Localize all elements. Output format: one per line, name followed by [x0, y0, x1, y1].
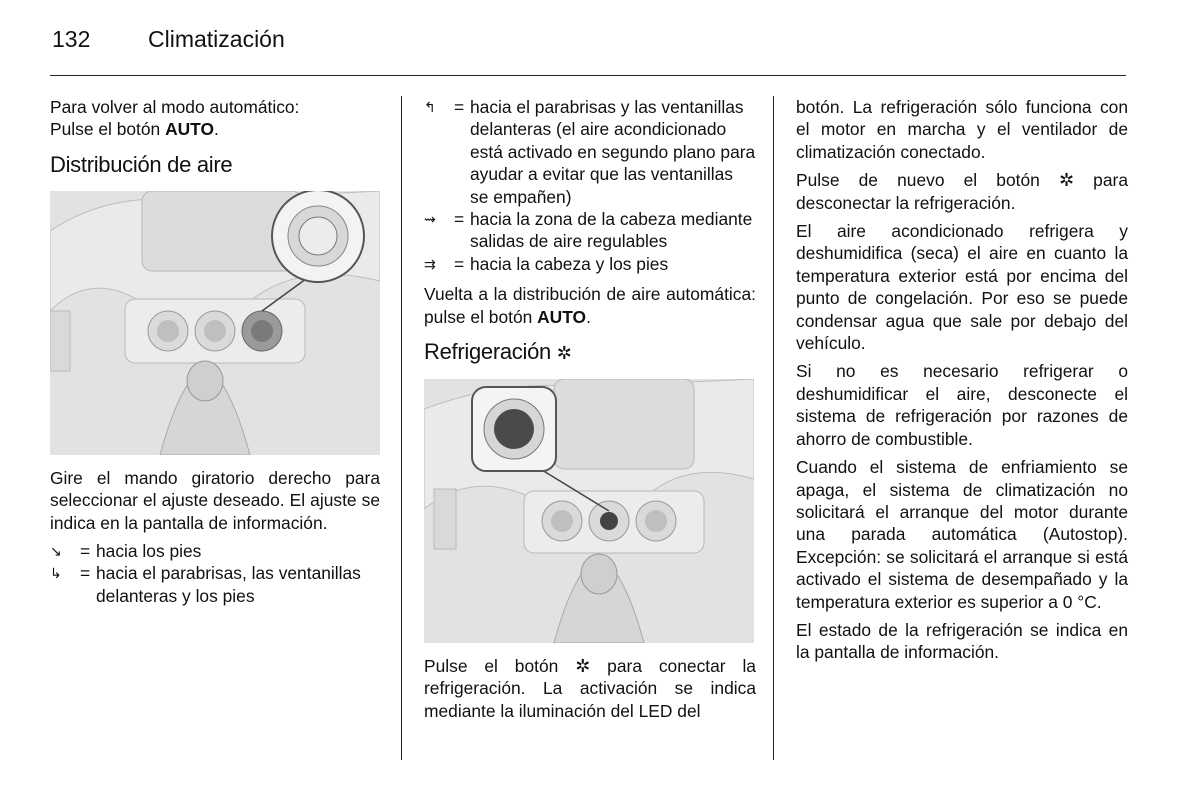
p2-text-b: para desconectar la refrigeración. [796, 170, 1128, 213]
snowflake-icon: ✲ [1058, 170, 1075, 191]
auto-button-label: AUTO [537, 306, 587, 327]
column-divider-1 [401, 96, 402, 760]
cooling-paragraph-1: botón. La refrigeración sólo funciona con el motor en marcha y el ventilador de climatización conectado. [796, 97, 1128, 162]
return-auto-paragraph [424, 283, 756, 328]
column-2 [424, 96, 756, 728]
list-item [424, 253, 756, 275]
air-distribution-heading: Distribución de aire [50, 151, 233, 177]
return-end: . [586, 306, 591, 327]
equals-sign: = [454, 209, 465, 230]
list-item [50, 540, 380, 562]
cooling-paragraph-4: Si no es necesario refrigerar o deshumidificar el aire, desconecte el sistema de refrigeración por razones de ahorro de combustible. [796, 361, 1128, 449]
cooling-paragraph-3: El aire acondicionado refrigera y deshumidifica (seca) el aire en cuanto la temperatura exterior está por encima del punto de congelación. Por eso se puede condensar agua que sale por debajo del vehículo. [796, 221, 1128, 354]
auto-line-2: Pulse el botón [50, 119, 166, 140]
page-header [52, 24, 285, 54]
column-1 [50, 96, 380, 615]
column-3 [796, 96, 1128, 670]
cooling-paragraph-5: Cuando el sistema de enfriamiento se apaga, el sistema de climatización no solicitará el arranque del motor durante una parada automática (Autostop). Excepción: se solicitará el arranque si está activado el sistema de desempañado y la temperatura exterior es superior a 0 °C. [796, 457, 1128, 612]
page-number: 132 [52, 26, 91, 52]
equals-sign: = [454, 253, 465, 274]
head-feet-icon: ⇉ [424, 255, 436, 272]
rotary-paragraph: Gire el mando giratorio derecho para seleccionar el ajuste deseado. El ajuste se indica en la pantalla de información. [50, 467, 380, 533]
list-item [424, 96, 756, 208]
air-distribution-list-2 [424, 96, 756, 275]
list-item-text: hacia la cabeza y los pies [470, 253, 669, 274]
list-item [424, 208, 756, 253]
cooling-heading [424, 338, 756, 367]
windscreen-icon: ↰ [424, 99, 436, 115]
p2-text-a: Pulse de nuevo el botón [796, 170, 1059, 191]
list-item-text: hacia la zona de la cabeza mediante salidas de aire regulables [470, 209, 753, 252]
list-item-text: hacia el parabrisas y las ventanillas delanteras (el aire acondicionado está activado en segundo plano para ayudar a evitar que las ventanillas se empañen) [470, 97, 756, 207]
auto-end: . [214, 119, 219, 140]
cooling-heading-text: Refrigeración [424, 339, 551, 365]
head-icon: ⇝ [424, 211, 436, 228]
list-item-text: hacia los pies [96, 541, 202, 562]
return-text: Vuelta a la distribución de aire automática: pulse el botón [424, 284, 756, 327]
press-text-b: para conectar la refrigeración. La activación se indica mediante la iluminación del LED del [424, 656, 756, 721]
list-item-text: hacia el parabrisas, las ventanillas delanteras y los pies [96, 563, 361, 606]
list-item [50, 562, 380, 607]
header-rule [50, 75, 1126, 76]
equals-sign: = [80, 541, 91, 562]
cooling-figure [424, 379, 754, 643]
snowflake-icon: ✲ [575, 656, 591, 677]
auto-button-label: AUTO [165, 119, 215, 140]
press-cooling-paragraph [424, 655, 756, 722]
feet-icon: ↘ [50, 543, 62, 560]
auto-line-1: Para volver al modo automático: [50, 97, 300, 117]
air-distribution-list-1 [50, 540, 380, 607]
press-text-a: Pulse el botón [424, 656, 576, 677]
equals-sign: = [454, 97, 465, 117]
cooling-paragraph-6: El estado de la refrigeración se indica en la pantalla de información. [796, 619, 1128, 663]
auto-paragraph [50, 96, 380, 141]
windscreen-feet-icon: ↳ [50, 565, 62, 582]
chapter-title: Climatización [148, 26, 285, 52]
air-distribution-figure [50, 191, 380, 455]
column-divider-2 [773, 96, 774, 760]
equals-sign: = [80, 563, 91, 584]
snowflake-icon: ✲ [556, 343, 572, 364]
cooling-paragraph-2 [796, 169, 1128, 214]
